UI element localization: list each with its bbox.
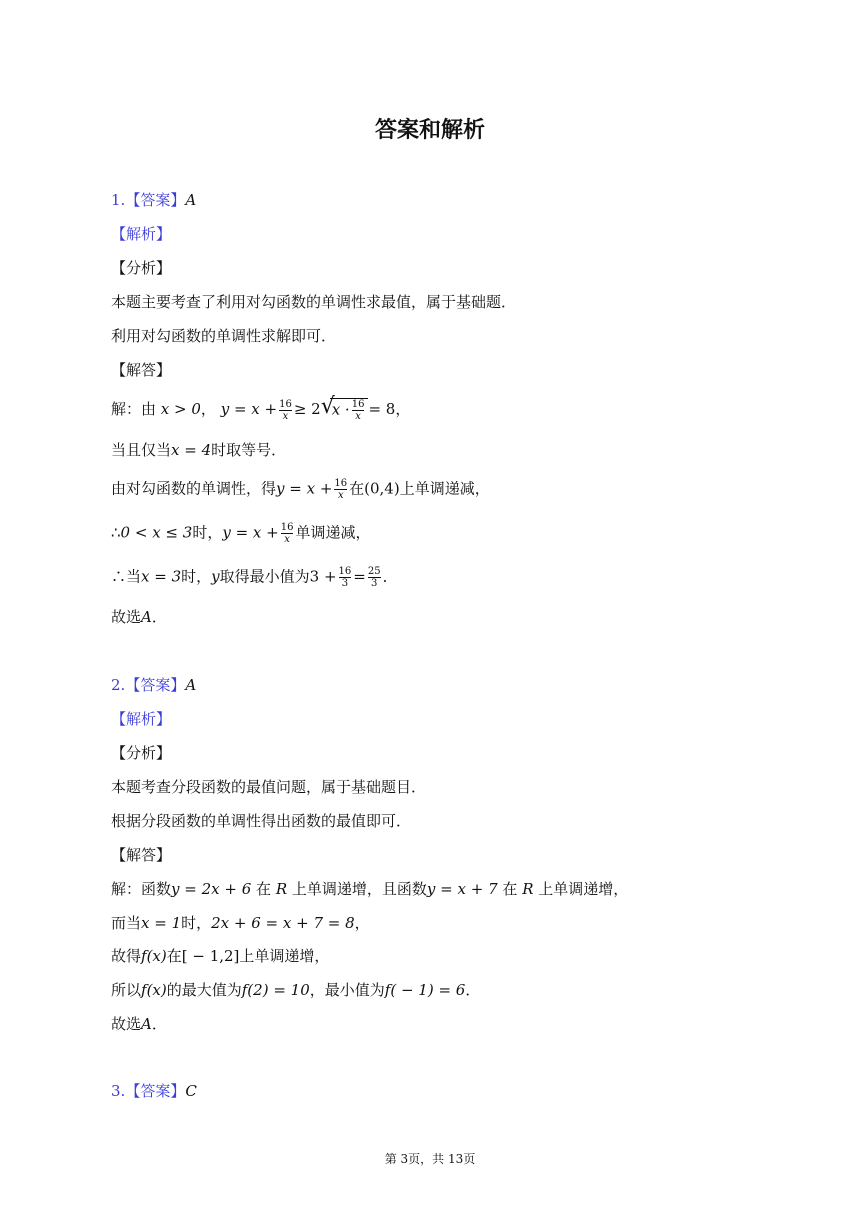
- text: ，: [354, 914, 370, 932]
- math: y = x +: [276, 479, 333, 498]
- text: ．: [382, 567, 398, 586]
- text: ．: [151, 608, 167, 626]
- q1-jieda-heading: 【解答】: [111, 361, 172, 379]
- q1-jiexi-heading: 【解析】: [111, 225, 172, 243]
- text: ，最小值为: [309, 981, 385, 999]
- math: f( − 1) = 6: [384, 981, 466, 999]
- q1-solution-line-2: [111, 440, 286, 460]
- text: 而当: [111, 914, 142, 932]
- text: 解：函数: [111, 880, 172, 898]
- math: y = x + 7: [426, 880, 498, 898]
- fraction: [281, 522, 294, 545]
- q2-jieda-heading: 【解答】: [111, 846, 172, 864]
- text: ，: [395, 400, 411, 418]
- math: 3 +: [309, 567, 337, 586]
- text: 解：由: [111, 400, 157, 418]
- math: y = x +: [220, 400, 278, 418]
- math: f(x): [141, 981, 167, 999]
- math: = 8: [368, 400, 396, 418]
- q3-answer-tag: 【答案】: [125, 1082, 186, 1100]
- text: ∴: [111, 523, 121, 542]
- text: 在: [166, 947, 182, 965]
- text: 所以: [111, 981, 142, 999]
- fraction: [279, 399, 292, 422]
- math: ≥ 2: [293, 400, 321, 418]
- q2-number: 2.: [111, 676, 126, 694]
- numerator: 16: [334, 478, 348, 489]
- q2-solution-line-3: [111, 946, 329, 966]
- text: 故得: [111, 947, 142, 965]
- text: 时，: [181, 914, 212, 932]
- numerator: 16: [279, 398, 292, 410]
- fraction: [339, 566, 352, 589]
- page-footer: 第 3页，共 13页: [384, 1152, 476, 1166]
- denominator: x: [279, 410, 292, 422]
- numerator: 16: [280, 522, 294, 533]
- q2-solution-line-2: [111, 913, 370, 933]
- text: 当且仅当: [111, 441, 172, 459]
- math: x > 0: [160, 400, 201, 418]
- q2-answer-line: [111, 675, 196, 695]
- q1-fenxi-heading: 【分析】: [111, 259, 172, 277]
- math: y = x +: [222, 523, 279, 542]
- q1-fenxi-text-1: 本题主要考查了利用对勾函数的单调性求最值，属于基础题．: [111, 293, 517, 311]
- q2-answer-tag: 【答案】: [125, 676, 186, 694]
- math: x = 4: [171, 441, 212, 459]
- math: f(2) = 10: [241, 981, 310, 999]
- text: 单调递减，: [295, 523, 371, 542]
- text: ∴当: [111, 567, 142, 586]
- text: 在: [349, 479, 365, 498]
- q1-answer-tag: 【答案】: [125, 191, 186, 209]
- q1-solution-line-4: [111, 522, 370, 545]
- denominator: x: [281, 533, 294, 545]
- q3-answer-line: [111, 1081, 197, 1101]
- fraction: [352, 399, 365, 422]
- q2-fenxi-text-2: 根据分段函数的单调性得出函数的最值即可．: [111, 812, 412, 830]
- q1-solution-line-1: [111, 394, 411, 422]
- text: ．: [151, 1015, 167, 1033]
- numerator: 25: [367, 566, 381, 577]
- q2-jiexi-heading: 【解析】: [111, 710, 172, 728]
- math: x = 3: [141, 567, 182, 586]
- fraction: [368, 566, 381, 589]
- text: 时，: [181, 567, 212, 586]
- math: R: [522, 880, 534, 898]
- denominator: x: [334, 489, 347, 501]
- text: 时，: [192, 523, 223, 542]
- denominator: 3: [339, 577, 352, 589]
- text: 故选: [111, 1015, 142, 1033]
- text: 由对勾函数的单调性，得: [111, 479, 277, 498]
- text: 上单调递增，且函数: [291, 880, 427, 898]
- denominator: 3: [368, 577, 381, 589]
- q2-fenxi-heading: 【分析】: [111, 744, 172, 762]
- math: =: [353, 567, 366, 586]
- text: ．: [465, 981, 481, 999]
- q1-solution-line-6: [111, 607, 167, 627]
- q1-fenxi-text-2: 利用对勾函数的单调性求解即可．: [111, 327, 337, 345]
- math: 0 < x ≤ 3: [120, 523, 193, 542]
- q2-fenxi-text-1: 本题考查分段函数的最值问题，属于基础题目．: [111, 778, 427, 796]
- numerator: 16: [338, 566, 352, 577]
- math: x = 1: [141, 914, 182, 932]
- text: 上单调递减，: [399, 479, 490, 498]
- text: 上单调递增，: [239, 947, 330, 965]
- math: A: [141, 1015, 152, 1033]
- square-root: √ x · $\frac{16}{x}$: [321, 398, 369, 422]
- q1-answer-value: A: [185, 191, 197, 209]
- math: A: [141, 608, 152, 626]
- text: 取得最小值为: [219, 567, 310, 586]
- text: 在: [502, 880, 518, 898]
- text: 上单调递增，: [538, 880, 629, 898]
- q2-solution-line-5: [111, 1014, 167, 1034]
- math: y: [211, 567, 220, 586]
- q3-answer-value: C: [185, 1082, 197, 1100]
- denominator: x: [352, 410, 365, 422]
- text: 故选: [111, 608, 142, 626]
- math: R: [275, 880, 288, 898]
- text: 时取等号．: [211, 441, 287, 459]
- math: y = 2x + 6: [171, 880, 252, 898]
- page-title: 答案和解析: [374, 118, 485, 143]
- math: 2x + 6 = x + 7 = 8: [211, 914, 355, 932]
- q3-number: 3.: [111, 1082, 126, 1100]
- q1-answer-line: [111, 190, 196, 210]
- fraction: [334, 478, 347, 501]
- q2-answer-value: A: [185, 676, 197, 694]
- math: x ·: [331, 400, 350, 419]
- text: ，: [200, 400, 216, 418]
- math: [ − 1,2]: [181, 947, 240, 965]
- q1-solution-line-3: [111, 478, 490, 501]
- text: 在: [256, 880, 272, 898]
- math: f(x): [141, 947, 167, 965]
- q1-number: 1.: [111, 191, 126, 209]
- math: (0,4): [364, 479, 400, 498]
- q2-solution-line-1: [111, 879, 628, 899]
- text: 的最大值为: [166, 981, 242, 999]
- q2-solution-line-4: [111, 980, 480, 1000]
- q1-solution-line-5: [111, 566, 398, 589]
- numerator: 16: [351, 399, 365, 410]
